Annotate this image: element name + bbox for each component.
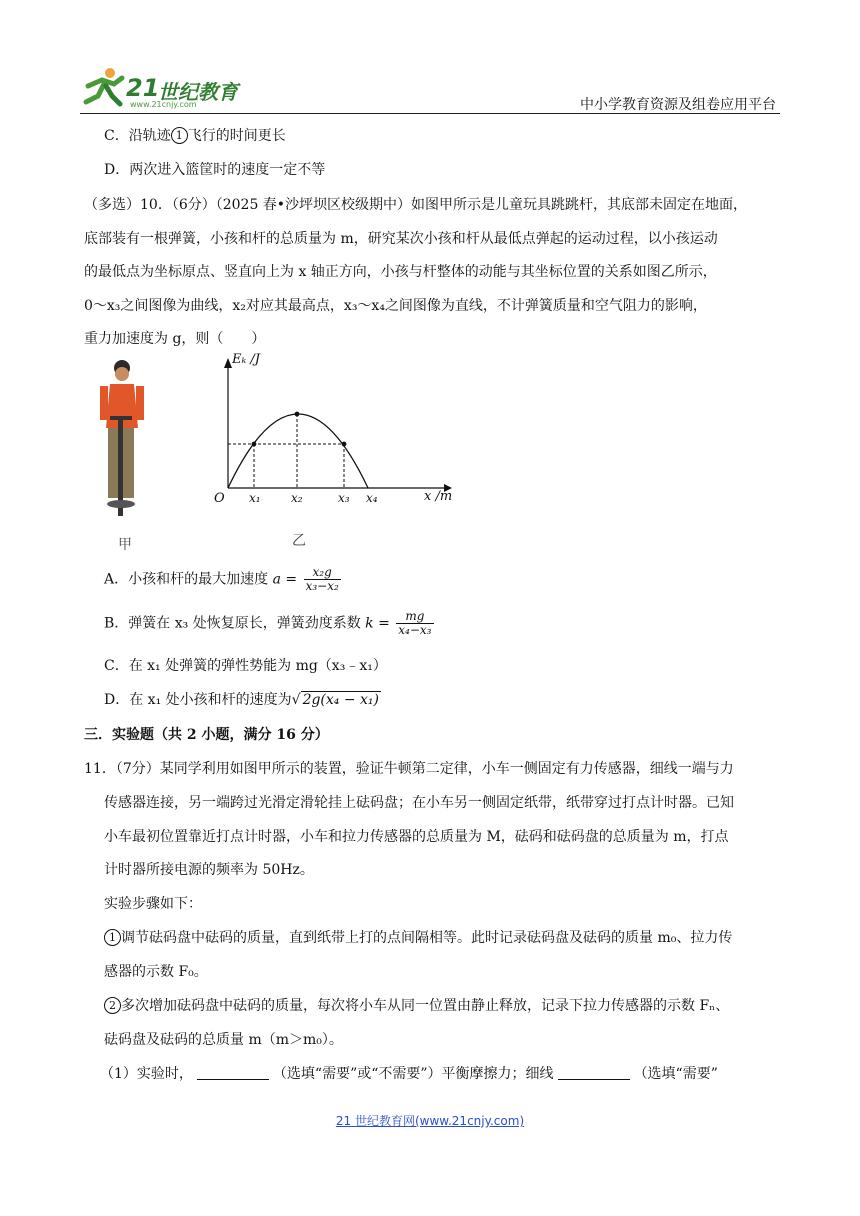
tick-x2: x₂ [291, 491, 303, 505]
circle-number: 1 [104, 929, 121, 946]
step-1-line-1: 1 调节砝码盘中砝码的质量，直到纸带上打的点间隔相等。此时记录砝码盘及砝码的质量 m₀、拉力传 [104, 928, 732, 948]
option-a: A．小孩和杆的最大加速度 a = $\frac{\text{x₂g}}{\text{x₃−x₂}}$ [104, 565, 339, 593]
label-yi: 乙 [292, 533, 306, 549]
option-d-prev: D．两次进入篮筐时的速度一定不等 [104, 162, 326, 178]
sub-question-1: （1）实验时， （选填“需要”或“不需要”）平衡摩擦力；细线 （选填“需要” [100, 1066, 718, 1082]
header-logo [80, 66, 270, 112]
option-c: C．在 x₁ 处弹簧的弹性势能为 mg（x₃﹣x₁） [104, 658, 387, 674]
q11-line-2: 传感器连接，另一端跨过光滑定滑轮挂上砝码盘；在小车另一侧固定纸带，纸带穿过打点计时器。已知 [104, 795, 734, 811]
tick-x3: x₃ [338, 491, 350, 505]
tick-x1: x₁ [249, 491, 261, 505]
step-1-line-2: 感器的示数 F₀。 [104, 964, 208, 980]
runner-logo-icon [80, 66, 128, 110]
q10-line-1: （多选）10．（6分）（2025 春•沙坪坝区校级期中）如图甲所示是儿童玩具跳跳杆，其底部未固定在地面， [84, 197, 748, 213]
q11-line-4: 计时器所接电源的频率为 50Hz。 [104, 862, 314, 878]
x-axis-label: x /m [424, 489, 453, 504]
circle-number: 1 [171, 127, 188, 144]
option-b: B．弹簧在 x₃ 处恢复原长，弹簧劲度系数 k = $\frac{mg}{\text{x₄−x₃}}$ [104, 609, 432, 637]
step-2-line-2: 砝码盘及砝码的总质量 m（m＞m₀）。 [104, 1032, 343, 1048]
q10-line-4: 0～x₃之间图像为曲线，x₂对应其最高点，x₃～x₄之间图像为直线，不计弹簧质量和空气阻力的影响， [84, 298, 707, 314]
q10-line-5: 重力加速度为 g，则（ ） [84, 331, 266, 347]
answer-blank[interactable] [197, 1065, 269, 1080]
tick-x4: x₄ [366, 491, 378, 505]
label-jia: 甲 [118, 537, 132, 553]
y-axis-label: Eₖ /J [232, 352, 260, 367]
logo-number: 21 [126, 74, 160, 102]
q10-line-3: 的最低点为坐标原点、竖直向上为 x 轴正方向，小孩与杆整体的动能与其坐标位置的关系如图乙所示， [84, 264, 717, 280]
option-d: D．在 x₁ 处小孩和杆的速度为√ 2g(x₄ − x₁) [104, 692, 380, 708]
q11-line-1: 11．（7分）某同学利用如图甲所示的装置，验证牛顿第二定律，小车一侧固定有力传感器，细线一端与力 [84, 761, 734, 777]
platform-title: 中小学教育资源及组卷应用平台 [580, 97, 776, 113]
origin-label: O [214, 491, 225, 506]
option-c-prev: C．沿轨迹 1 飞行的时间更长 [104, 128, 286, 144]
q10-line-2: 底部装有一根弹簧，小孩和杆的总质量为 m，研究某次小孩和杆从最低点弹起的运动过程，以小孩运动 [84, 231, 718, 247]
footer-link[interactable]: 21 世纪教育网(www.21cnjy.com) [335, 1114, 525, 1128]
header-divider [80, 113, 780, 114]
q11-line-3: 小车最初位置靠近打点计时器，小车和拉力传感器的总质量为 M，砝码和砝码盘的总质量为 m，打点 [104, 829, 729, 845]
steps-title: 实验步骤如下： [104, 896, 202, 912]
circle-number: 2 [104, 997, 121, 1014]
pogo-child-figure [96, 358, 156, 538]
logo-url: www.21cnjy.com [130, 100, 197, 109]
answer-blank[interactable] [558, 1065, 630, 1080]
step-2-line-1: 2 多次增加砝码盘中砝码的质量，每次将小车从同一位置由静止释放，记录下拉力传感器的示数 Fₙ、 [104, 996, 729, 1016]
section-3-title: 三．实验题（共 2 小题，满分 16 分） [84, 727, 329, 743]
logo-name: 世纪教育 [158, 80, 238, 104]
